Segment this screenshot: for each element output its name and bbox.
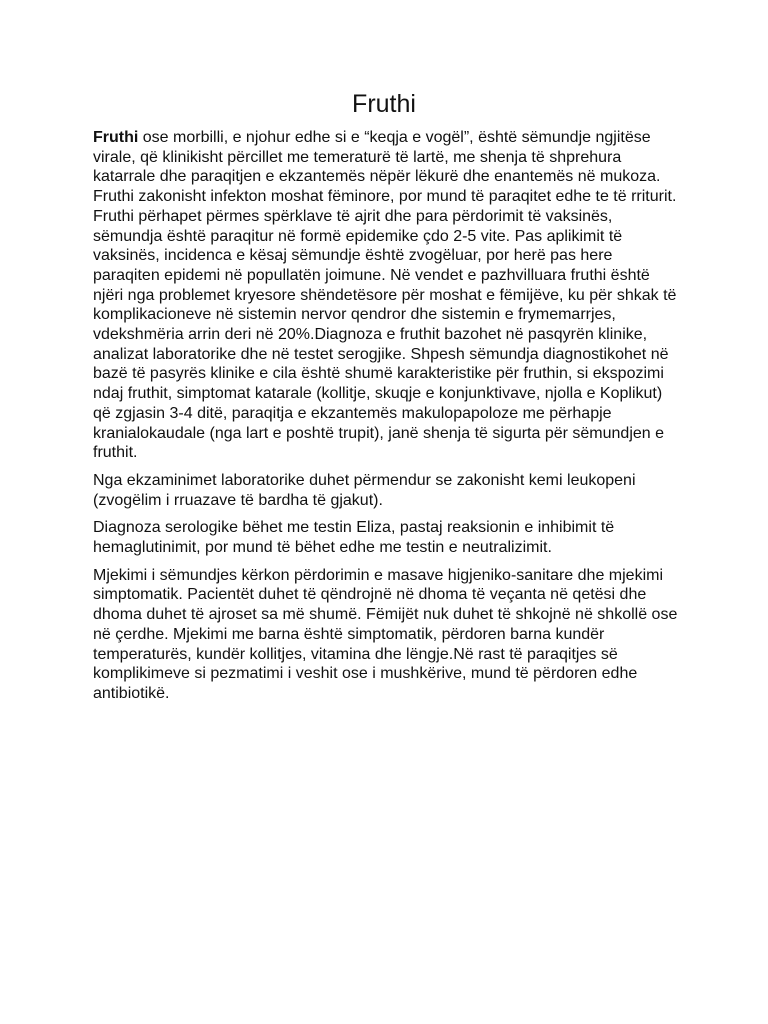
paragraph-laboratory: Nga ekzaminimet laboratorike duhet përmendur se zakonisht kemi leukopeni (zvogëlim i rruazave të bardha të gjakut). bbox=[93, 471, 636, 509]
paragraph-serology: Diagnoza serologike bëhet me testin Eliza, pastaj reaksionin e inhibimit të hemaglutinimit, por mund të bëhet edhe me testin e neutralizimit. bbox=[93, 519, 615, 557]
document-title: Fruthi bbox=[352, 90, 416, 118]
paragraph-intro bbox=[93, 128, 683, 463]
paragraph-intro-text: ose morbilli, e njohur edhe si e “keqja e vogël”, është sëmundje ngjitëse virale, që klinikisht përcillet me temeraturë të lartë, me shenja të shprehura katarrale dhe paraqitjen e ekzantemës nëpër lëkurë dhe enantemës në mukoza. Fruthi zakonisht infekton moshat fëminore, por mund të paraqitet edhe te të rriturit. Fruthi përhapet përmes spërklave të ajrit dhe para përdorimit të vaksinës, sëmundja është paraqitur në formë epidemike çdo 2-5 vite. Pas aplikimit të vaksinës, incidenca e kësaj sëmundje është zvogëluar, por herë pas here paraqiten epidemi në popullatën joimune. Në vendet e pazhvilluara fruthi është njëri nga problemet kryesore shëndetësore për moshat e fëmijëve, ku për shkak të komplikacioneve në sistemin nervor qendror dhe sistemin e frymemarrjes, vdekshmëria arrin deri në 20%.Diagnoza e fruthit bazohet në pasqyrën klinike, analizat laboratorike dhe në testet serogjike. Shpesh sëmundja diagnostikohet në bazë të pasyrës klinike e cila është shumë karakteristike për fruthin, si ekspozimi ndaj fruthit, simptomat katarale (kollitje, skuqje e konjunktivave, njolla e Koplikut) që zgjasin 3-4 ditë, paraqitja e ekzantemës makulopapoloze me përhapje kranialokaudale (nga lart e poshtë trupit), janë shenja të sigurta për sëmundjen e fruthit. bbox=[93, 129, 677, 462]
paragraph-intro-lead: Fruthi bbox=[93, 129, 139, 146]
document-body bbox=[93, 128, 683, 712]
paragraph-treatment: Mjekimi i sëmundjes kërkon përdorimin e masave higjeniko-sanitare dhe mjekimi simptomatik. Pacientët duhet të qëndrojnë në dhoma të veçanta në qetësi dhe dhoma duhet të ajroset sa më shumë. Fëmijët nuk duhet të shkojnë në shkollë ose në çerdhe. Mjekimi me barna është simptomatik, përdoren barna kundër temperaturës, kundër kollitjes, vitamina dhe lëngje.Në rast të paraqitjes së komplikimeve si pezmatimi i veshit ose i mushkërive, mund të përdoren edhe antibiotikë. bbox=[93, 566, 678, 702]
